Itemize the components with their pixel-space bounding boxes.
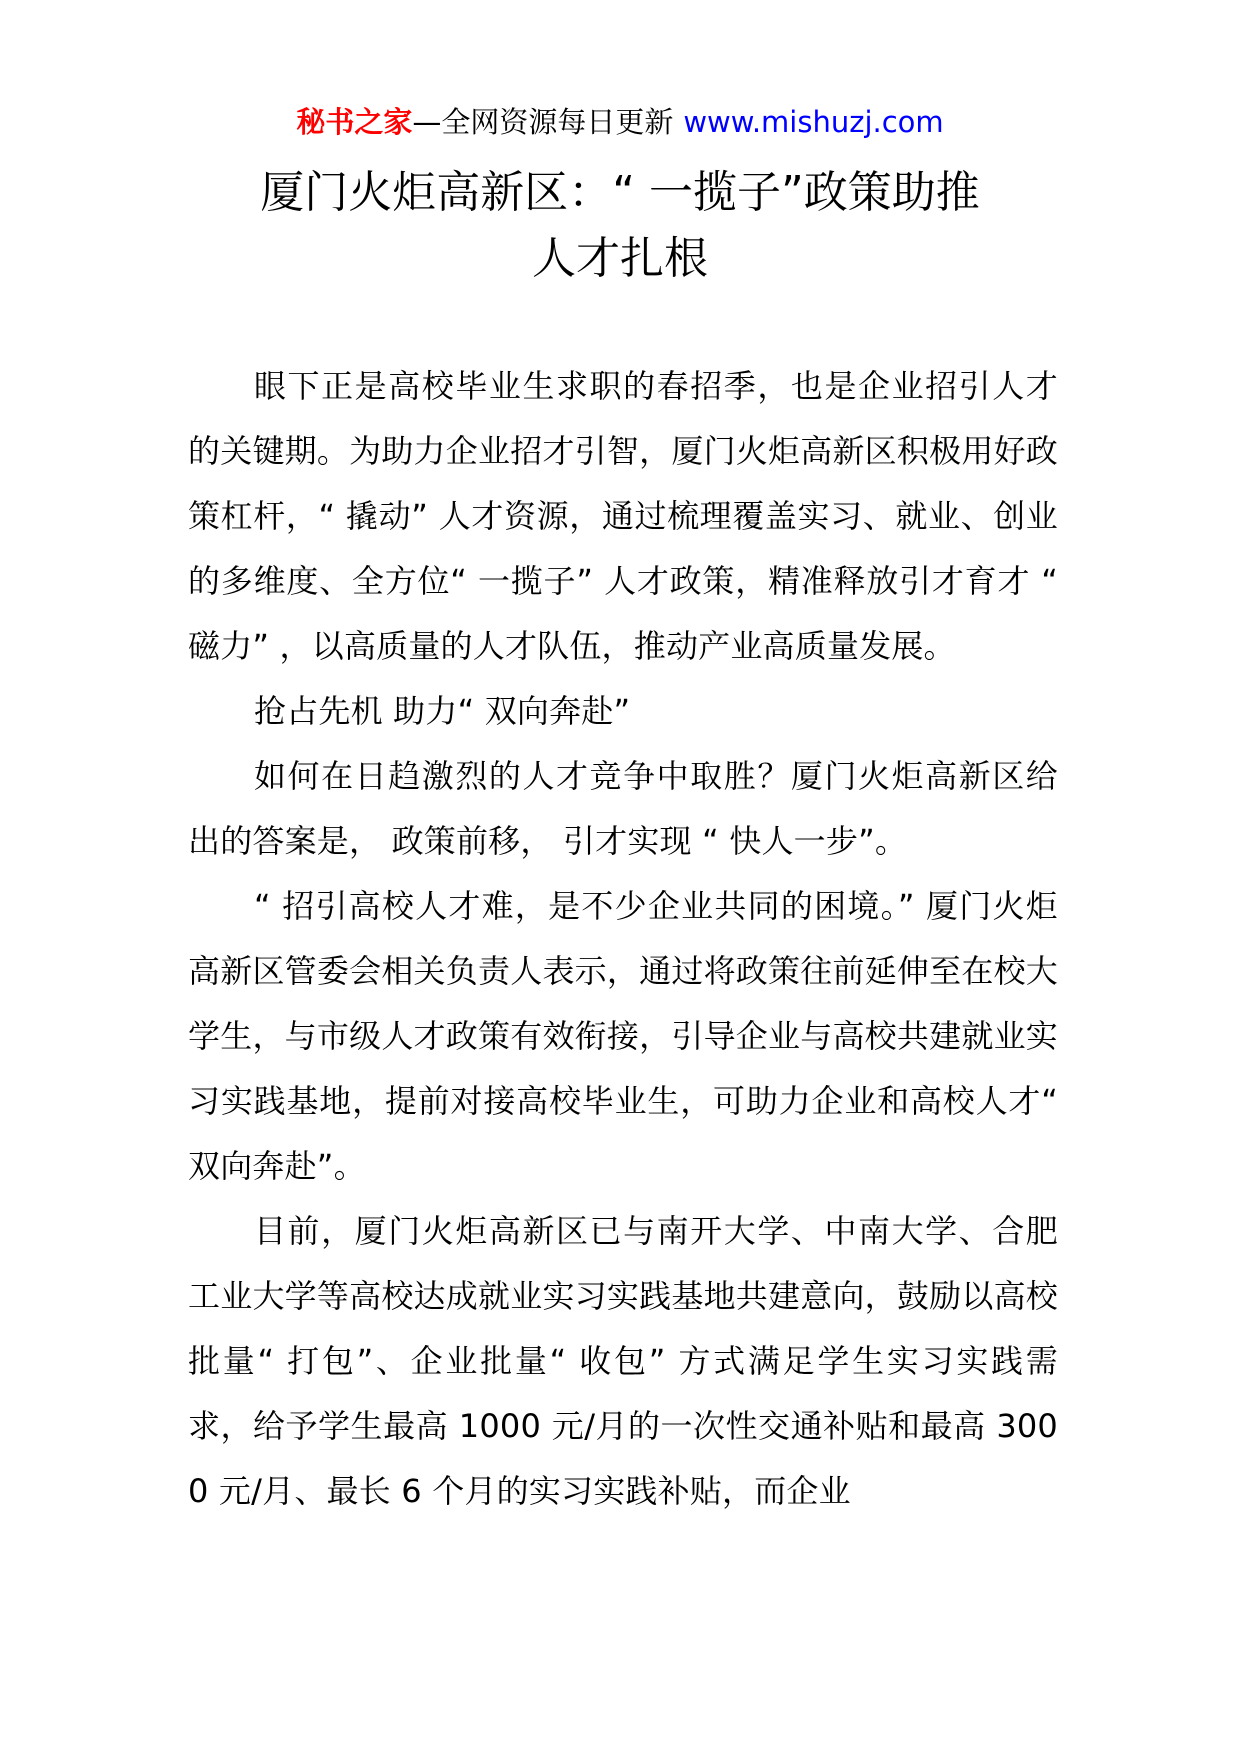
paragraph-question: 如何在日趋激烈的人才竞争中取胜？厦门火炬高新区给出的答案是， 政策前移， 引才实现 “ 快人一步”。 — [188, 757, 1058, 860]
site-header — [0, 102, 1240, 142]
brand-name: 秘书之家 — [296, 105, 413, 139]
paragraph-current: 目前，厦门火炬高新区已与南开大学、中南大学、合肥工业大学等高校达成就业实习实践基地共建意向，鼓励以高校批量“ 打包”、企业批量“ 收包” 方式满足学生实习实践需求，给予学生最高 1000 元/月的一次性交通补贴和最高 3000 元/月、最长 6 个月的实习实践补贴，而企业 — [188, 1212, 1058, 1510]
header-tagline: —全网资源每日更新 — [412, 105, 674, 139]
site-url-link[interactable]: www.mishuzj.com — [683, 105, 944, 139]
paragraph-quote: “ 招引高校人才难，是不少企业共同的困境。” 厦门火炬高新区管委会相关负责人表示，通过将政策往前延伸至在校大学生，与市级人才政策有效衔接，引导企业与高校共建就业实习实践基地，提前对接高校毕业生，可助力企业和高校人才“ 双向奔赴”。 — [188, 887, 1058, 1185]
article-title — [160, 160, 1080, 292]
title-line-2: 人才扎根 — [532, 233, 708, 284]
title-line-1: 厦门火炬高新区：“ 一揽子”政策助推 — [260, 167, 980, 218]
section-heading: 抢占先机 助力“ 双向奔赴” — [254, 692, 631, 730]
article-body — [188, 354, 1058, 1524]
paragraph-intro: 眼下正是高校毕业生求职的春招季，也是企业招引人才的关键期。为助力企业招才引智，厦门火炬高新区积极用好政策杠杆，“ 撬动” 人才资源，通过梳理覆盖实习、就业、创业的多维度、全方位“ 一揽子” 人才政策，精准释放引才育才 “ 磁力” ，以高质量的人才队伍，推动产业高质量发展。 — [188, 367, 1058, 665]
